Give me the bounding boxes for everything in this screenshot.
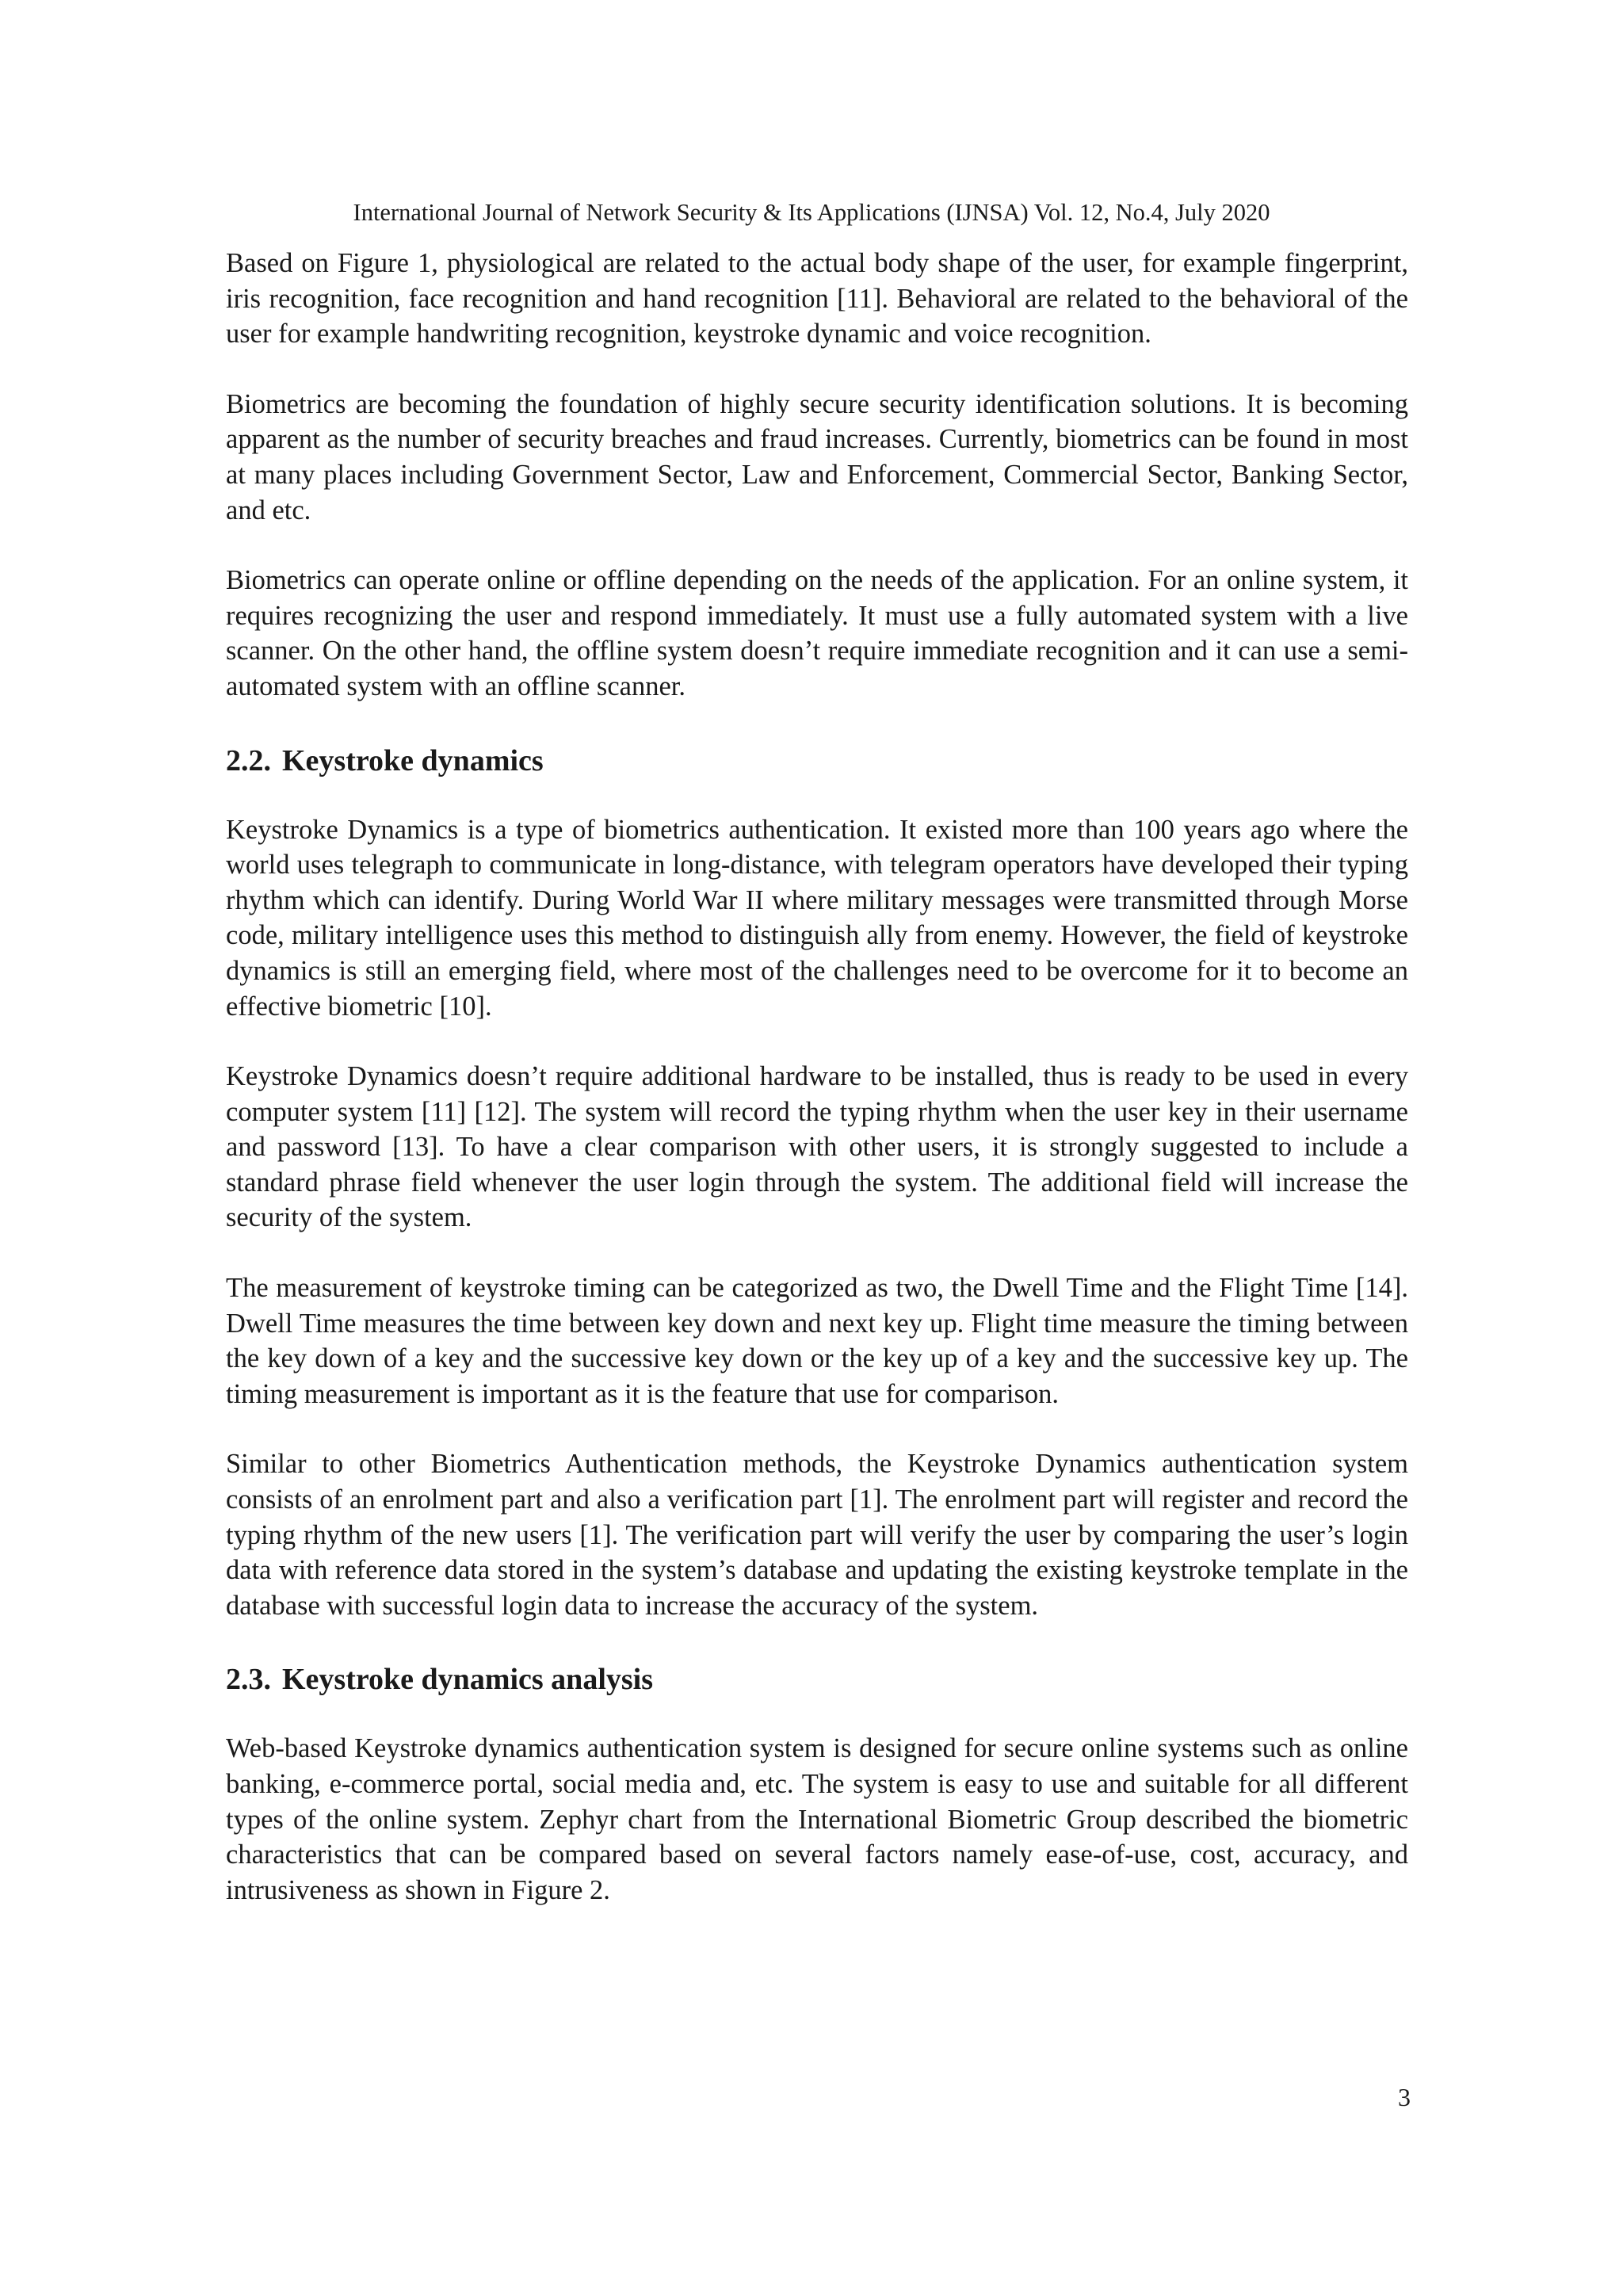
body-paragraph: Keystroke Dynamics doesn’t require additional hardware to be installed, thus is ready to be used in every computer system [11] [12]. The system will record the typing rhythm when the user key in their username and password [13]. To have a clear comparison with other users, it is strongly suggested to include a standard phrase field whenever the user login through the system. The additional field will increase the security of the system. (226, 1061, 1408, 1233)
body-paragraph: Based on Figure 1, physiological are related to the actual body shape of the user, for example fingerprint, iris recognition, face recognition and hand recognition [11]. Behavioral are related to the behavioral of the user for example handwriting recognition, keystroke dynamic and voice recognition. (226, 248, 1408, 350)
body-paragraph: Keystroke Dynamics is a type of biometrics authentication. It existed more than 100 years ago where the world uses telegraph to communicate in long-distance, with telegram operators have developed their typing rhythm which can identify. During World War II where military messages were transmitted through Morse code, military intelligence uses this method to distinguish ally from enemy. However, the field of keystroke dynamics is still an emerging field, where most of the challenges need to be overcome for it to become an effective biometric [10]. (226, 814, 1408, 1022)
body-paragraph: The measurement of keystroke timing can be categorized as two, the Dwell Time and the Flight Time [14]. Dwell Time measures the time between key down and next key up. Flight time measure the timing between the key down of a key and the successive key down or the key up of a key and the successive key up. The timing measurement is important as it is the feature that use for comparison. (226, 1273, 1408, 1409)
section-heading-keystroke-dynamics (226, 739, 1408, 779)
section-title: Keystroke dynamics (282, 743, 544, 777)
body-paragraph: Biometrics can operate online or offline depending on the needs of the application. For an online system, it requires recognizing the user and respond immediately. It must use a fully automated system with a live scanner. On the other hand, the offline system doesn’t require immediate recognition and it can use a semi-automated system with an offline scanner. (226, 565, 1408, 701)
section-title: Keystroke dynamics analysis (282, 1663, 654, 1697)
body-paragraph: Biometrics are becoming the foundation of highly secure security identification solutions. It is becoming apparent as the number of security breaches and fraud increases. Currently, biometrics can be found in most at many places including Government Sector, Law and Enforcement, Commercial Sector, Banking Sector, and etc. (226, 388, 1408, 525)
body-paragraph: Similar to other Biometrics Authentication methods, the Keystroke Dynamics authentication system consists of an enrolment part and also a verification part [1]. The enrolment part will register and record the typing rhythm of the new users [1]. The verification part will verify the user by comparing the user’s login data with reference data stored in the system’s database and updating the existing keystroke template in the database with successful login data to increase the accuracy of the system. (226, 1449, 1408, 1621)
page-number: 3 (1398, 2083, 1411, 2111)
section-number: 2.3. (226, 1663, 271, 1697)
section-number: 2.2. (226, 743, 271, 777)
section-heading-keystroke-dynamics-analysis (226, 1658, 1408, 1698)
body-paragraph: Web-based Keystroke dynamics authentication system is designed for secure online systems such as online banking, e-commerce portal, social media and, etc. The system is easy to use and suitable for all different types of the online system. Zephyr chart from the International Biometric Group described the biometric characteristics that can be compared based on several factors namely ease-of-use, cost, accuracy, and intrusiveness as shown in Figure 2. (226, 1733, 1408, 1905)
running-header: International Journal of Network Security & Its Applications (IJNSA) Vol. 12, No.4, July 2020 (353, 199, 1270, 226)
page-body (226, 246, 1408, 1943)
